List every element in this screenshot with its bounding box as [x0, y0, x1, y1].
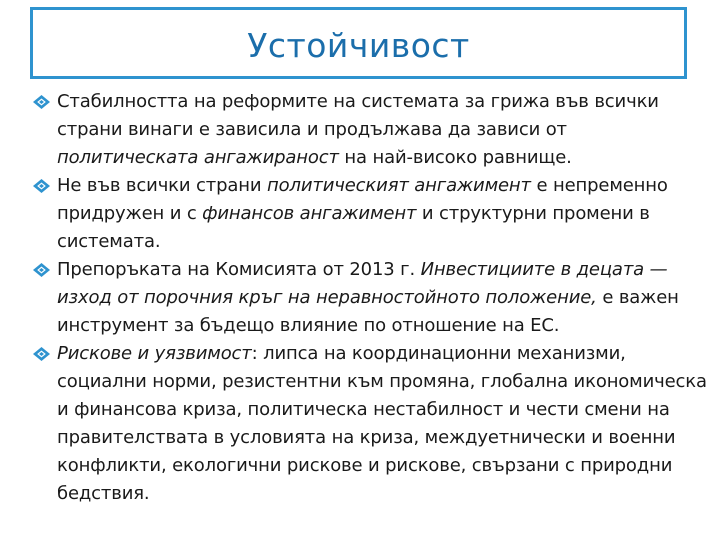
bullet-text: : липса на координационни механизми, социални норми, резистентни към промяна, глобална икономическа и финансова криза, политическа нестабилност и чести смени на правителствата в условията на криза, междуетнически и военни конфликти, екологични рискове и рискове, свързани с природни бедствия. [57, 343, 707, 504]
list-item [0, 256, 720, 340]
bullet-emphasis: политическата ангажираност [57, 147, 339, 168]
diamond-bullet-icon [33, 347, 50, 361]
bullet-text: Стабилността на реформите на системата за грижа във всички страни винаги е зависила и продължава да зависи от [57, 91, 659, 140]
bullet-text: на най-високо равнище. [338, 147, 572, 168]
bullet-text: е непременно придружен и с [57, 175, 668, 224]
bullet-emphasis: финансов ангажимент [202, 203, 417, 224]
bullet-text: Препоръката на Комисията от 2013 г. [57, 259, 421, 280]
bullet-text: и структурни промени в системата. [57, 203, 650, 252]
bullet-emphasis: Инвестициите в децата — изход от порочния кръг на неравностойното положение, [57, 259, 668, 308]
slide-title: Устойчивост [247, 25, 470, 65]
bullet-emphasis: политическият ангажимент [267, 175, 531, 196]
list-item [0, 340, 720, 508]
bullet-list [0, 88, 720, 508]
diamond-bullet-icon [33, 95, 50, 109]
list-item [0, 172, 720, 256]
bullet-emphasis: Рискове и уязвимост [57, 343, 252, 364]
diamond-bullet-icon [33, 179, 50, 193]
bullet-text: е важен инструмент за бъдещо влияние по отношение на ЕС. [57, 287, 679, 336]
list-item [0, 88, 720, 172]
title-frame [30, 7, 687, 79]
diamond-bullet-icon [33, 263, 50, 277]
bullet-text: Не във всички страни [57, 175, 267, 196]
